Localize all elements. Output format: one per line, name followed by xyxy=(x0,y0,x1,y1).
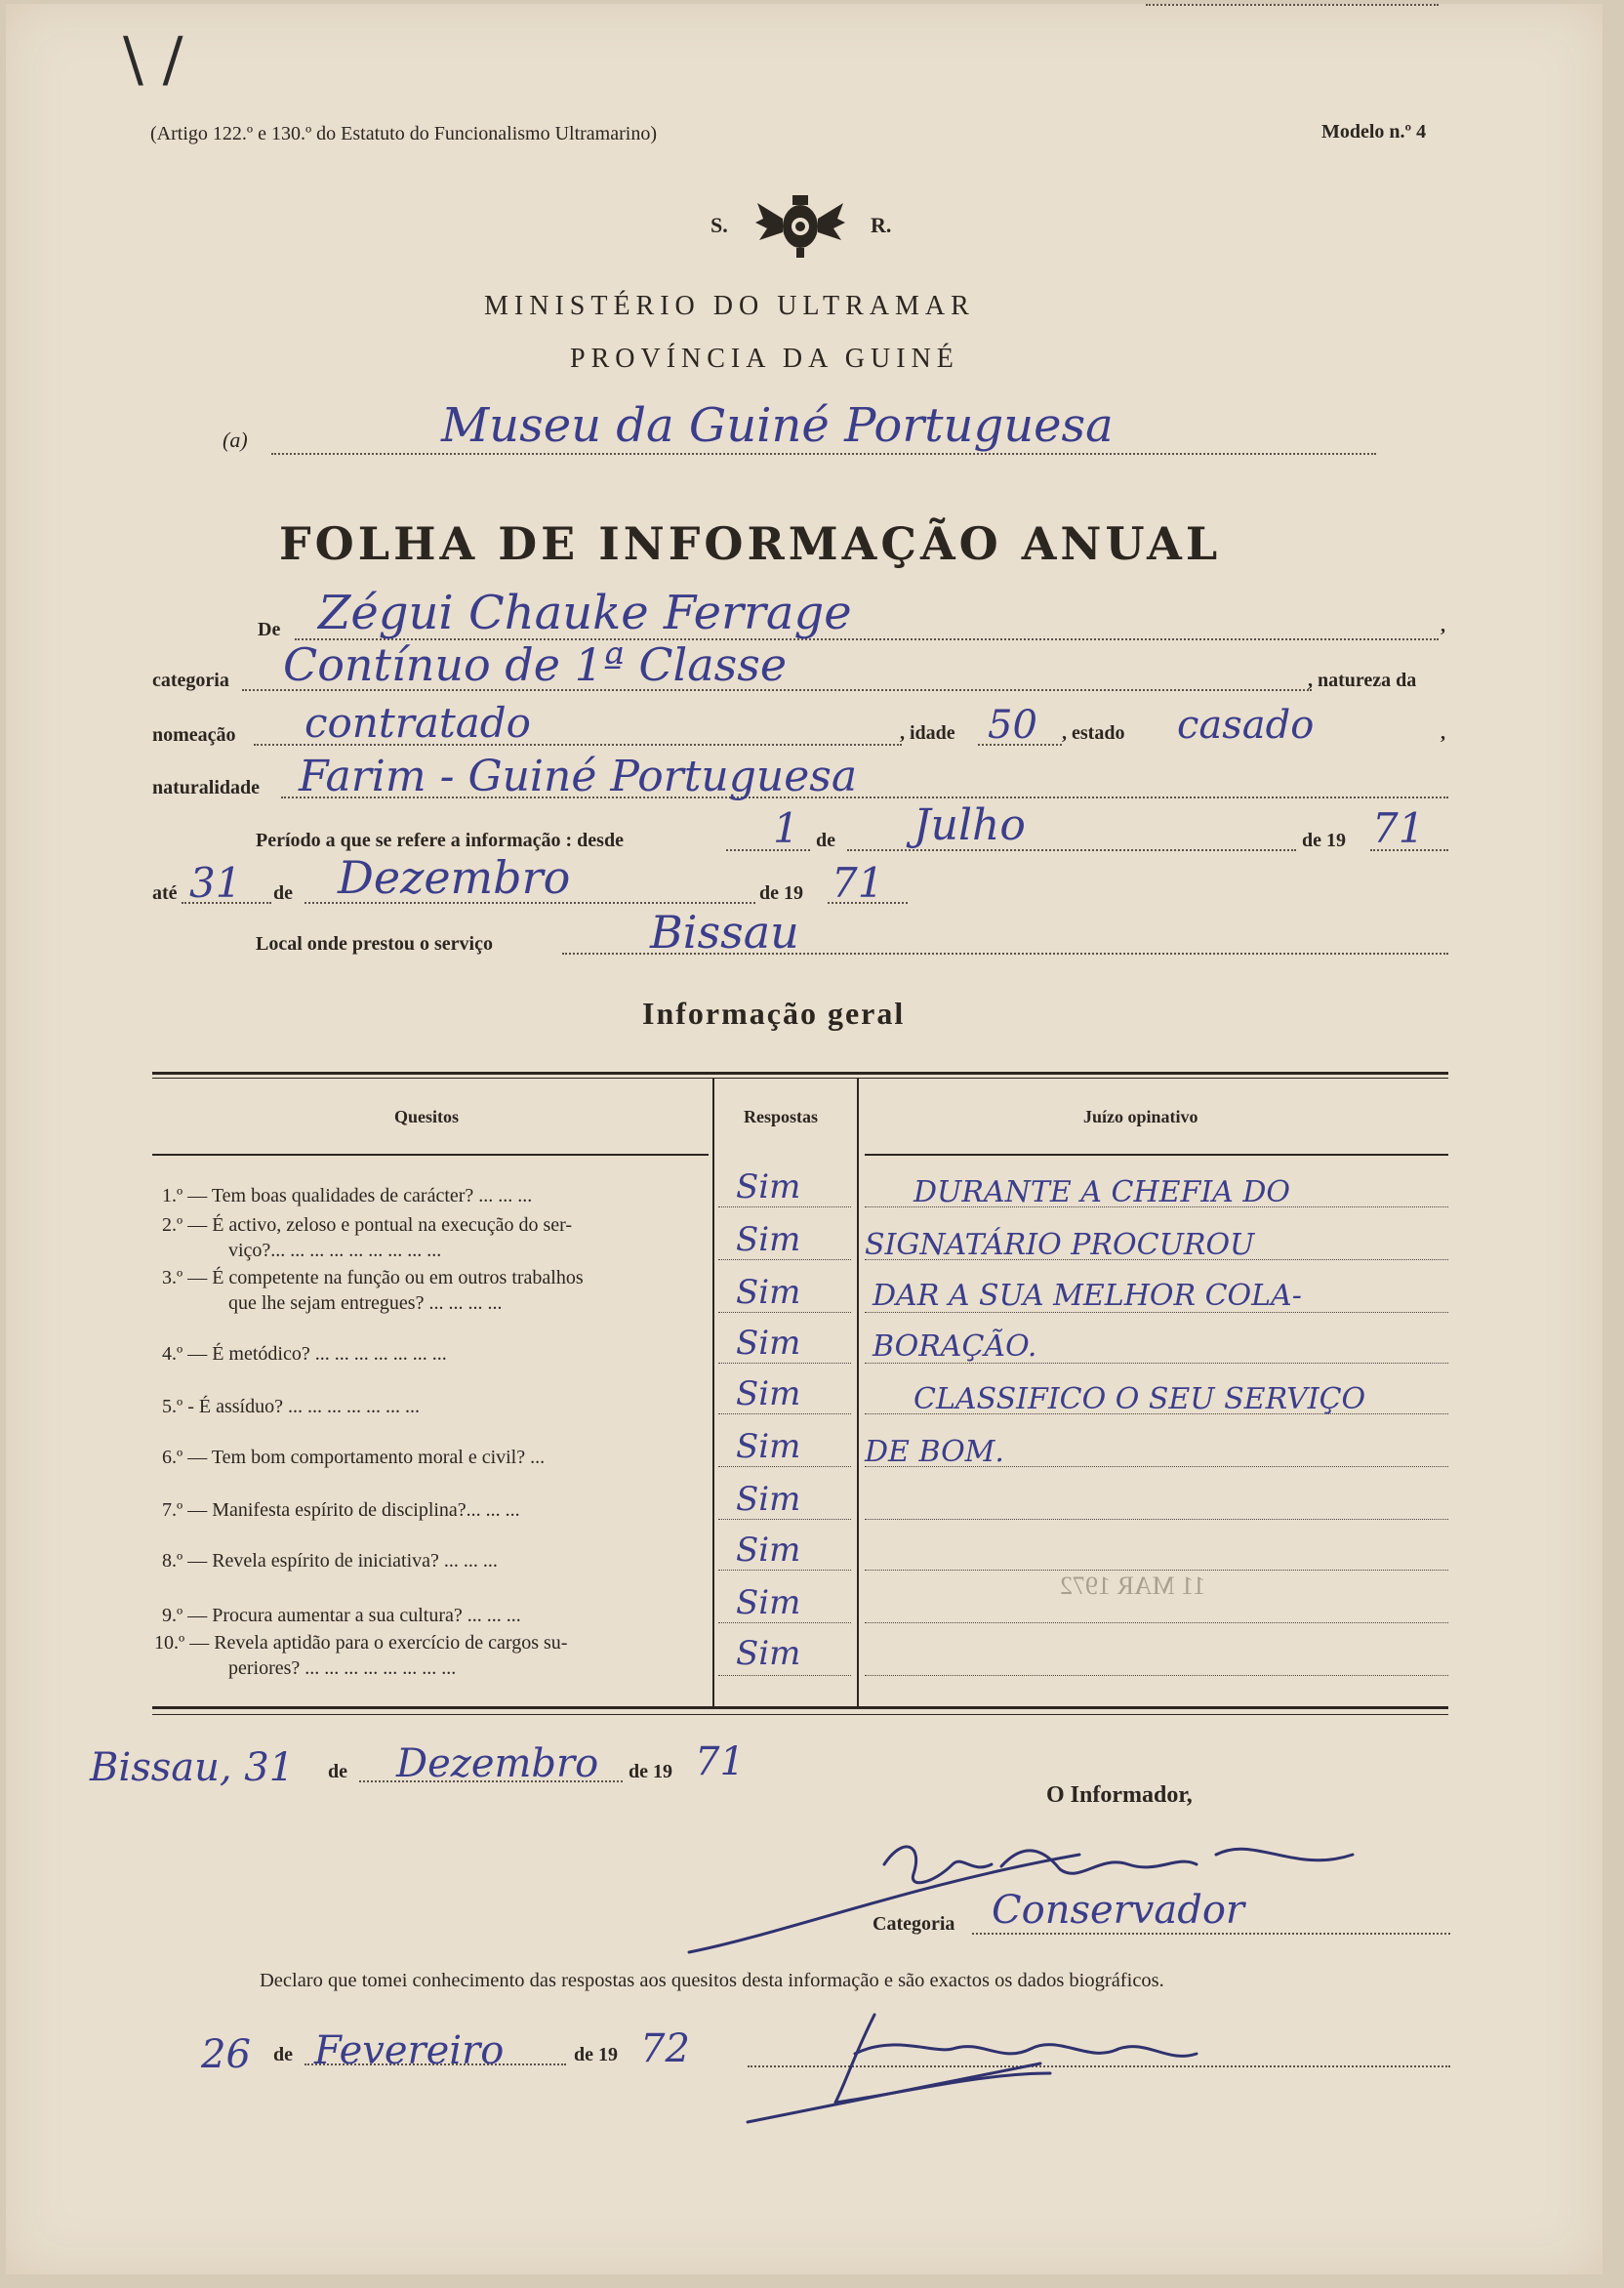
table-top-rule xyxy=(152,1072,1448,1075)
opinion-text-3: DAR A SUA MELHOR COLA- xyxy=(873,1279,1302,1313)
ate-de-word: de xyxy=(273,882,293,904)
question-1: 1.º — Tem boas qualidades de carácter? ... ... ... xyxy=(162,1185,533,1206)
table-header-rule xyxy=(152,1154,709,1156)
periodo-year: 71 xyxy=(1372,804,1425,852)
answer-7: Sim xyxy=(736,1480,801,1519)
question-9: 9.º — Procura aumentar a sua cultura? ... ... ... xyxy=(162,1605,521,1626)
answer-9: Sim xyxy=(736,1583,801,1622)
answer-line-10 xyxy=(718,1675,851,1676)
opinion-line-8 xyxy=(865,1570,1448,1571)
answer-8: Sim xyxy=(736,1531,801,1570)
opinion-text-5: CLASSIFICO O SEU SERVIÇO xyxy=(914,1382,1366,1416)
answer-line-7 xyxy=(718,1519,851,1520)
informador-categoria-value: Conservador xyxy=(992,1888,1245,1933)
answer-6: Sim xyxy=(736,1427,801,1466)
estado-label: , estado xyxy=(1062,722,1125,744)
table-col-divider-1 xyxy=(712,1078,714,1708)
answer-line-1 xyxy=(718,1206,851,1207)
answer-3: Sim xyxy=(736,1273,801,1312)
opinion-line-9 xyxy=(865,1622,1448,1623)
answer-line-5 xyxy=(718,1413,851,1414)
periodo-label: Período a que se refere a informação : desde xyxy=(256,830,624,851)
declaration-day: 26 xyxy=(201,2032,251,2077)
idade-value: 50 xyxy=(988,703,1037,748)
service-label: (a) xyxy=(223,428,248,452)
footer-de-1: de xyxy=(328,1761,347,1782)
local-value: Bissau xyxy=(650,906,799,959)
estado-dotted-line xyxy=(1146,4,1439,6)
answer-10: Sim xyxy=(736,1634,801,1673)
question-8: 8.º — Revela espírito de iniciativa? ... ... ... xyxy=(162,1550,498,1572)
footer-year-prefix: de 19 xyxy=(629,1761,672,1782)
categoria-label: categoria xyxy=(152,670,229,691)
question-6: 6.º — Tem bom comportamento moral e civil? ... xyxy=(162,1447,546,1468)
question-2: 2.º — É activo, zeloso e pontual na execução do ser- xyxy=(162,1214,573,1236)
declaration-text: Declaro que tomei conhecimento das respostas aos quesitos desta informação e são exactos os dados biográficos. xyxy=(260,1970,1164,1991)
naturalidade-label: naturalidade xyxy=(152,777,261,798)
informador-label: O Informador, xyxy=(1046,1782,1193,1808)
table-top-rule-2 xyxy=(152,1078,1448,1079)
declaration-year-prefix: de 19 xyxy=(574,2044,618,2065)
opinion-line-7 xyxy=(865,1519,1448,1520)
question-3: 3.º — É competente na função ou em outros trabalhos xyxy=(162,1267,584,1288)
answer-line-2 xyxy=(718,1259,851,1260)
de-value: Zégui Chauke Ferrage xyxy=(318,586,852,640)
opinion-text-6: DE BOM. xyxy=(865,1435,1004,1469)
table-col-divider-2 xyxy=(857,1078,859,1708)
nomeacao-value: contratado xyxy=(304,699,531,747)
date-stamp: 11 MAR 1972 xyxy=(1060,1572,1206,1600)
answer-2: Sim xyxy=(736,1220,801,1259)
answer-line-9 xyxy=(718,1622,851,1623)
opinion-text-4: BORAÇÃO. xyxy=(873,1329,1037,1364)
estado-value: casado xyxy=(1177,703,1315,748)
table-bottom-rule xyxy=(152,1706,1448,1709)
service-value: Museu da Guiné Portuguesa xyxy=(441,398,1114,453)
question-10: 10.º — Revela aptidão para o exercício de cargos su- xyxy=(154,1632,568,1654)
naturalidade-value: Farim - Guiné Portuguesa xyxy=(299,752,858,801)
ate-year: 71 xyxy=(832,859,884,907)
declaration-de: de xyxy=(273,2044,293,2065)
table-header-rule-2 xyxy=(865,1154,1448,1156)
opinion-line-10 xyxy=(865,1675,1448,1676)
declaration-month: Fevereiro xyxy=(314,2028,505,2073)
de-label: De xyxy=(258,619,281,640)
informador-categoria-label: Categoria xyxy=(873,1913,955,1935)
footer-year: 71 xyxy=(695,1739,745,1784)
ate-label: até xyxy=(152,882,178,904)
question-3-cont: que lhe sejam entregues? ... ... ... ... xyxy=(228,1292,503,1314)
periodo-month: Julho xyxy=(914,800,1026,850)
periodo-day: 1 xyxy=(773,804,799,852)
nomeacao-label: nomeação xyxy=(152,724,236,746)
model-number: Modelo n.º 4 xyxy=(1321,121,1427,143)
employee-signature xyxy=(728,1995,1275,2137)
question-4: 4.º — É metódico? ... ... ... ... ... ... ... xyxy=(162,1343,447,1365)
coat-of-arms-icon xyxy=(753,189,847,265)
de-comma: , xyxy=(1441,615,1445,636)
idade-label: , idade xyxy=(900,722,955,744)
answer-1: Sim xyxy=(736,1167,801,1206)
crest-right-letter: R. xyxy=(871,213,892,237)
form-title: FOLHA DE INFORMAÇÃO ANUAL xyxy=(279,517,1222,570)
answer-5: Sim xyxy=(736,1374,801,1413)
header-respostas: Respostas xyxy=(744,1107,819,1126)
opinion-text-1: DURANTE A CHEFIA DO xyxy=(914,1175,1291,1209)
categoria-value: Contínuo de 1ª Classe xyxy=(283,638,788,691)
header-juizo: Juízo opinativo xyxy=(1083,1107,1198,1126)
province-title: PROVÍNCIA DA GUINÉ xyxy=(570,344,959,374)
ate-year-prefix: de 19 xyxy=(759,882,803,904)
question-2-cont: viço?... ... ... ... ... ... ... ... ... xyxy=(228,1240,442,1261)
ate-day: 31 xyxy=(189,859,242,907)
opinion-text-2: SIGNATÁRIO PROCUROU xyxy=(865,1228,1255,1262)
header-quesitos: Quesitos xyxy=(394,1107,460,1126)
declaration-year: 72 xyxy=(640,2026,690,2071)
legal-reference: (Artigo 122.º e 130.º do Estatuto do Funcionalismo Ultramarino) xyxy=(150,123,657,144)
answer-line-4 xyxy=(718,1363,851,1364)
local-label: Local onde prestou o serviço xyxy=(256,933,493,955)
answer-4: Sim xyxy=(736,1324,801,1363)
answer-line-8 xyxy=(718,1570,851,1571)
ate-month: Dezembro xyxy=(338,851,571,904)
natureza-label: , natureza da xyxy=(1308,670,1417,691)
answer-line-6 xyxy=(718,1466,851,1467)
answer-line-3 xyxy=(718,1312,851,1313)
question-7: 7.º — Manifesta espírito de disciplina?... ... ... xyxy=(162,1499,520,1521)
periodo-year-prefix: de 19 xyxy=(1302,830,1346,851)
service-dotted-line xyxy=(271,453,1376,455)
estado-comma: , xyxy=(1441,722,1445,744)
periodo-de-word: de xyxy=(816,830,835,851)
section-title: Informação geral xyxy=(642,996,906,1031)
question-5: 5.º - É assíduo? ... ... ... ... ... ... ... xyxy=(162,1396,420,1417)
question-10-cont: periores? ... ... ... ... ... ... ... ... xyxy=(228,1657,457,1679)
document-page xyxy=(6,4,1603,2274)
table-bottom-rule-2 xyxy=(152,1714,1448,1715)
ministry-title: MINISTÉRIO DO ULTRAMAR xyxy=(484,291,975,321)
crest-left-letter: S. xyxy=(710,213,728,237)
margin-marks: \ / xyxy=(123,23,183,95)
footer-month: Dezembro xyxy=(396,1741,599,1786)
informador-categoria-dotted-line xyxy=(972,1933,1450,1935)
footer-place: Bissau, 31 xyxy=(90,1745,295,1790)
